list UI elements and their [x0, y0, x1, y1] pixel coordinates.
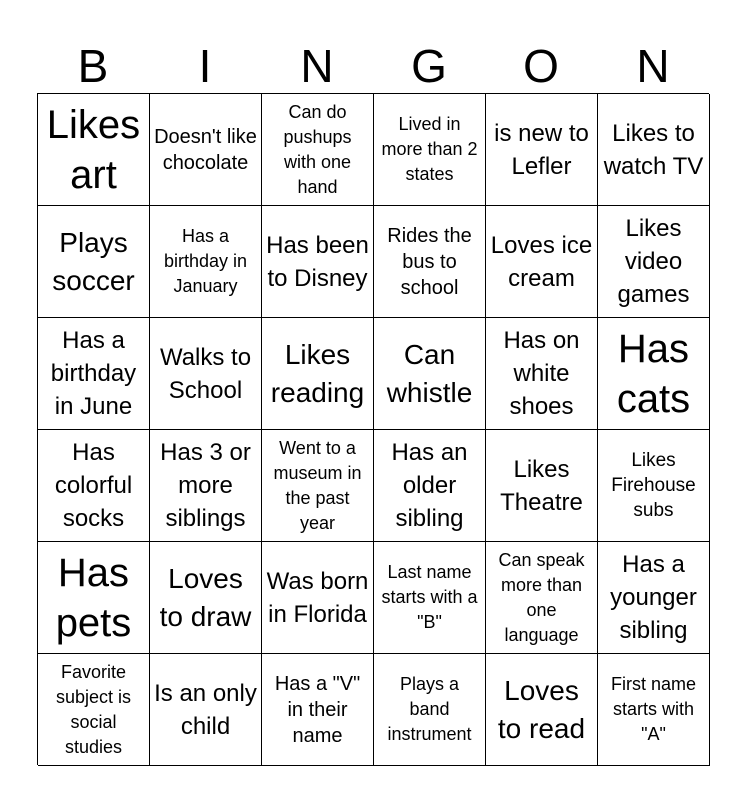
cell-text: is new to Lefler — [494, 119, 589, 180]
bingo-cell — [598, 654, 710, 766]
cell-text: Last name starts with a "B" — [381, 562, 478, 632]
bingo-cell — [598, 94, 710, 206]
cell-text: Likes Firehouse subs — [611, 450, 696, 521]
bingo-cell — [374, 318, 486, 430]
cell-text: Has an older sibling — [391, 439, 468, 532]
cell-text: Has a birthday in June — [50, 327, 137, 420]
bingo-cell — [262, 318, 374, 430]
bingo-cell — [150, 430, 262, 542]
bingo-cell — [598, 318, 710, 430]
cell-text: Can whistle — [386, 338, 473, 408]
cell-text: Was born in Florida — [266, 567, 369, 628]
bingo-cell — [38, 206, 150, 318]
bingo-cell — [374, 542, 486, 654]
cell-text: Loves ice cream — [490, 231, 593, 292]
bingo-cell — [38, 654, 150, 766]
header-letter-4: G — [411, 40, 447, 92]
bingo-cell — [486, 430, 598, 542]
bingo-cell — [598, 206, 710, 318]
bingo-cell — [486, 206, 598, 318]
cell-text: Walks to School — [159, 343, 252, 404]
cell-text: Doesn't like chocolate — [154, 125, 257, 174]
cell-text: Plays soccer — [52, 226, 135, 296]
cell-text: Went to a museum in the past year — [273, 437, 362, 533]
bingo-cell — [374, 654, 486, 766]
bingo-cell — [486, 542, 598, 654]
bingo-cell — [38, 430, 150, 542]
cell-text: Has a "V" in their name — [274, 672, 361, 747]
bingo-cell — [262, 542, 374, 654]
bingo-board — [37, 93, 709, 765]
header-letter-5: O — [523, 40, 559, 92]
bingo-cell — [150, 654, 262, 766]
bingo-cell — [38, 542, 150, 654]
header-letter-2: I — [198, 40, 212, 92]
bingo-cell — [38, 318, 150, 430]
bingo-cell — [374, 94, 486, 206]
cell-text: Can do pushups with one hand — [283, 101, 352, 197]
bingo-cell — [262, 94, 374, 206]
bingo-cell — [262, 206, 374, 318]
bingo-cell — [374, 206, 486, 318]
cell-text: Has been to Disney — [266, 231, 369, 292]
header-letter-3: N — [300, 40, 334, 92]
bingo-cell — [598, 542, 710, 654]
bingo-cell — [486, 318, 598, 430]
cell-text: Can speak more than one language — [498, 549, 585, 645]
bingo-cell — [598, 430, 710, 542]
cell-text: Has a birthday in January — [163, 226, 248, 296]
bingo-cell — [150, 206, 262, 318]
cell-text: Has pets — [55, 550, 132, 645]
header-letter-1: B — [77, 40, 109, 92]
bingo-cell — [486, 654, 598, 766]
cell-text: Plays a band instrument — [387, 674, 472, 744]
cell-text: Likes reading — [270, 338, 365, 408]
cell-text: Likes video games — [617, 215, 690, 308]
bingo-cell — [486, 94, 598, 206]
cell-text: Likes art — [46, 102, 141, 197]
cell-text: Favorite subject is social studies — [55, 661, 132, 757]
bingo-header — [37, 38, 709, 94]
cell-text: Has on white shoes — [503, 327, 580, 420]
header-letter-6: N — [636, 40, 670, 92]
bingo-cell — [38, 94, 150, 206]
cell-text: Has 3 or more siblings — [160, 439, 251, 532]
cell-text: Lived in more than 2 states — [381, 114, 478, 184]
cell-text: Rides the bus to school — [387, 224, 472, 299]
cell-text: First name starts with "A" — [610, 674, 697, 744]
bingo-cell — [262, 430, 374, 542]
cell-text: Has cats — [616, 326, 691, 421]
cell-text: Loves to draw — [159, 562, 252, 632]
cell-text: Loves to read — [497, 674, 586, 744]
cell-text: Has a younger sibling — [610, 551, 697, 644]
bingo-cell — [150, 318, 262, 430]
cell-text: Likes Theatre — [500, 455, 583, 516]
bingo-cell — [262, 654, 374, 766]
bingo-cell — [374, 430, 486, 542]
cell-text: Is an only child — [154, 679, 257, 740]
bingo-cell — [150, 94, 262, 206]
bingo-cell — [150, 542, 262, 654]
cell-text: Likes to watch TV — [603, 119, 704, 180]
cell-text: Has colorful socks — [54, 439, 133, 532]
